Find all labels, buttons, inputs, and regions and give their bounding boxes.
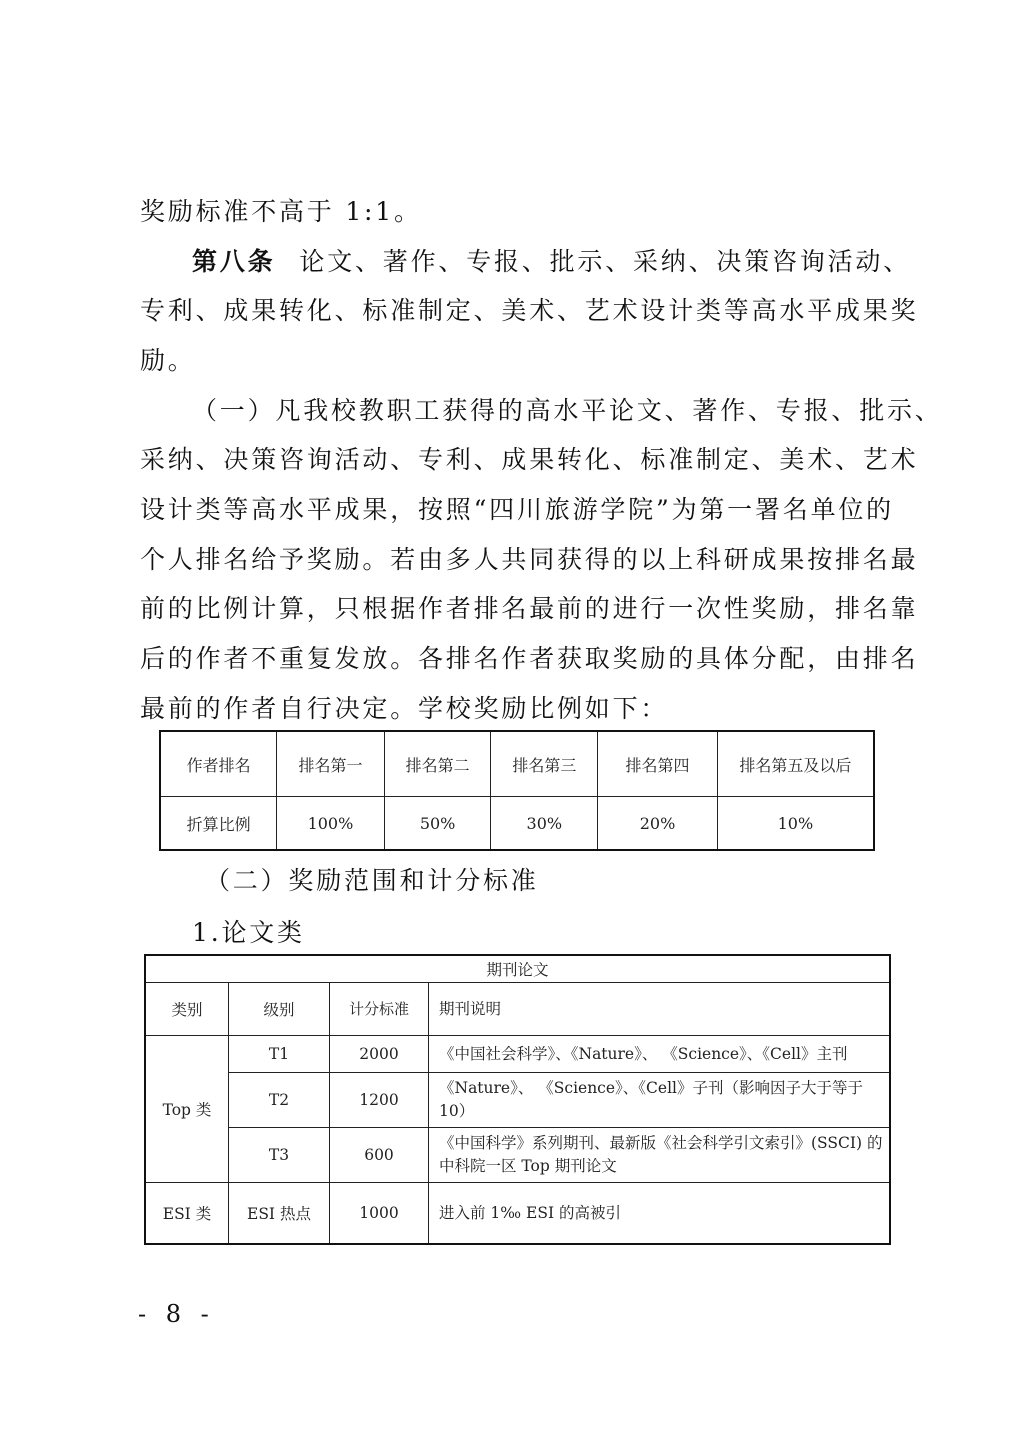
journal-header-row [145, 983, 890, 1036]
ratio-header-cell: 作者排名 [160, 731, 277, 797]
ratio-row-label: 折算比例 [160, 797, 277, 851]
body-line-7: 设计类等高水平成果，按照“四川旅游学院”为第一署名单位的 [140, 495, 894, 524]
ratio-header-cell: 排名第三 [491, 731, 598, 797]
body-line-3: 专利、成果转化、标准制定、美术、艺术设计类等高水平成果奖 [140, 296, 919, 325]
journal-row-t2 [145, 1073, 890, 1128]
journal-caption-row [145, 955, 890, 983]
desc-cell: 《Nature》、 《Science》、《Cell》子刊（影响因子大于等于10） [429, 1073, 891, 1128]
ratio-header-cell: 排名第一 [277, 731, 385, 797]
journal-header-cell: 级别 [229, 983, 330, 1036]
ratio-value-cell: 50% [384, 797, 491, 851]
page-number: - 8 - [138, 1300, 215, 1328]
desc-cell: 《中国科学》系列期刊、最新版《社会科学引文索引》(SSCI) 的中科院一区 Top 期刊论文 [429, 1128, 891, 1183]
ratio-header-cell: 排名第四 [598, 731, 718, 797]
body-line-6: 采纳、决策咨询活动、专利、成果转化、标准制定、美术、艺术 [140, 445, 919, 474]
ratio-value-cell: 30% [491, 797, 598, 851]
article-8-line [192, 247, 952, 277]
level-cell: T1 [229, 1036, 330, 1073]
subsection-1-heading: 1.论文类 [192, 918, 305, 947]
ratio-value-cell: 100% [277, 797, 385, 851]
body-line-8: 个人排名给予奖励。若由多人共同获得的以上科研成果按排名最 [140, 545, 919, 574]
body-line-4: 励。 [140, 346, 196, 375]
esi-category-cell: ESI 类 [145, 1183, 229, 1245]
journal-header-cell: 计分标准 [330, 983, 429, 1036]
body-line-10: 后的作者不重复发放。各排名作者获取奖励的具体分配，由排名 [140, 644, 919, 673]
article-title: 第八条 [192, 247, 276, 276]
ratio-value-row [160, 797, 874, 851]
level-cell: T3 [229, 1128, 330, 1183]
ratio-header-cell: 排名第二 [384, 731, 491, 797]
desc-cell: 进入前 1‰ ESI 的高被引 [429, 1183, 891, 1245]
ratio-value-cell: 10% [717, 797, 874, 851]
journal-table-caption: 期刊论文 [145, 955, 890, 983]
ratio-value-cell: 20% [598, 797, 718, 851]
author-ratio-table [159, 730, 875, 851]
score-cell: 600 [330, 1128, 429, 1183]
ratio-header-cell: 排名第五及以后 [717, 731, 874, 797]
score-cell: 1200 [330, 1073, 429, 1128]
ratio-header-row [160, 731, 874, 797]
score-cell: 1000 [330, 1183, 429, 1245]
level-cell: ESI 热点 [229, 1183, 330, 1245]
body-line-5: （一）凡我校教职工获得的高水平论文、著作、专报、批示、 [192, 396, 943, 425]
body-line-2: 论文、著作、专报、批示、采纳、决策咨询活动、 [299, 247, 912, 276]
section-2-heading: （二）奖励范围和计分标准 [205, 866, 539, 895]
journal-paper-table [144, 954, 891, 1245]
body-line-9: 前的比例计算，只根据作者排名最前的进行一次性奖励，排名靠 [140, 594, 919, 623]
journal-row-esi [145, 1183, 890, 1245]
score-cell: 2000 [330, 1036, 429, 1073]
level-cell: T2 [229, 1073, 330, 1128]
body-line-1: 奖励标准不高于 1:1。 [140, 197, 422, 226]
journal-header-cell: 期刊说明 [429, 983, 891, 1036]
journal-row-t1 [145, 1036, 890, 1073]
journal-row-t3 [145, 1128, 890, 1183]
journal-header-cell: 类别 [145, 983, 229, 1036]
top-category-cell: Top 类 [145, 1036, 229, 1183]
body-line-11: 最前的作者自行决定。学校奖励比例如下： [140, 694, 669, 723]
desc-cell: 《中国社会科学》、《Nature》、 《Science》、《Cell》主刊 [429, 1036, 891, 1073]
